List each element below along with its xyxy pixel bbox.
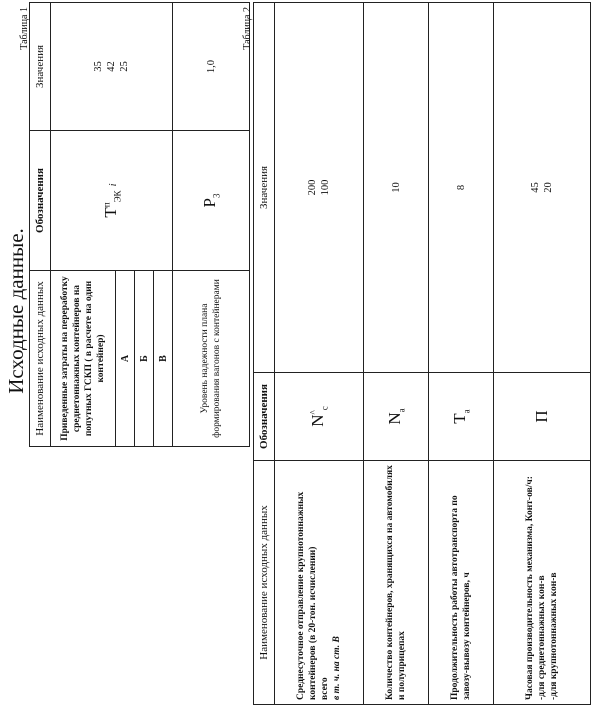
table2-header-name: Наименование исходных данных [254,461,275,705]
row1-line2: всего [320,677,330,700]
table1-header-name: Наименование исходных данных [30,271,51,447]
value-b: 42 [106,61,117,72]
table2-row1-values [275,3,364,373]
subrow-c-label: В [154,271,173,447]
symbol-sub: c [319,406,330,411]
table1-row2-value: 1,0 [173,3,250,131]
row4-line3: -для крупнотоннажных кон-в [549,572,559,700]
symbol-index: i [107,183,119,187]
table1-header-symbol: Обозначения [30,131,51,271]
symbol-main: Т [450,413,470,424]
table1-row-costs [51,3,116,447]
value-large: 20 [543,182,554,193]
table-1 [29,2,250,447]
table2-label: Таблица 2 [242,7,253,50]
value-station: 100 [320,179,331,196]
symbol-sub: ЭК [112,190,123,203]
table1-row1-values [51,3,173,131]
table2-row1-name [275,461,364,705]
table1-row-reliability [173,3,250,447]
table2-header-symbol: Обозначения [254,373,275,461]
symbol-sub: а [461,409,472,414]
value-c: 25 [119,61,130,72]
symbol-main: N [308,414,328,427]
table2-row3-symbol [429,373,494,461]
table2-row4-name [494,461,591,705]
page-title: Исходные данные. [4,228,28,394]
table1-row1-name: Приведенные затраты на переработку среднетоннажных контейнеров на попутных ГСКП ( в расчете на один контейнер) [51,271,116,447]
table1-row2-name: Уровень надежности плана формирования вагонов с контейнерами [173,271,250,447]
table1-label: Таблица 1 [19,7,30,50]
table2-row-containers [364,3,429,705]
subrow-b-label: Б [135,271,154,447]
table2-header-row [254,3,275,705]
table1-header-value: Значения [30,3,51,131]
table1-row2-symbol [173,131,250,271]
symbol-main: N [385,412,405,425]
table2-row2-symbol [364,373,429,461]
table2-row4-symbol: П [494,373,591,461]
table1-header-row [30,3,51,447]
row4-line2: -для среднетоннажных кон-в [537,575,547,700]
table1-row1-symbol [51,131,173,271]
table2-row1-symbol [275,373,364,461]
row1-line3: в т. ч. на ст. В [332,636,342,700]
table2-row-productivity [494,3,591,705]
symbol-sub: а [396,408,407,413]
table2-row4-values [494,3,591,373]
table2-row3-value: 8 [429,3,494,373]
value-medium: 45 [530,182,541,193]
table2-header-value: Значения [254,3,275,373]
table2-row-departures [275,3,364,705]
symbol-main: Р [200,198,220,208]
symbol-sup: ^ [308,410,319,415]
table2-row-duration [429,3,494,705]
value-a: 35 [93,61,104,72]
row4-name-text: Часовая производительность механизма, Конт-ов/ч: [525,476,535,700]
value-total: 200 [307,179,318,196]
subrow-a-label: А [116,271,135,447]
row1-name-text: Среднесуточное отправление крупнотоннажных контейнеров (в 20-тон. исчислении) [296,491,318,700]
table-2 [253,2,591,705]
symbol-main: Т [100,207,120,218]
table2-row2-value: 10 [364,3,429,373]
symbol-sup: п [101,202,112,208]
symbol-sub: 3 [211,193,222,199]
table2-row3-name: Продолжительность работы автотранспорта по завозу-вывозу контейнеров, ч [429,461,494,705]
table2-row2-name: Количество контейнеров, хранящихся на автомобилях и полуприцепах [364,461,429,705]
